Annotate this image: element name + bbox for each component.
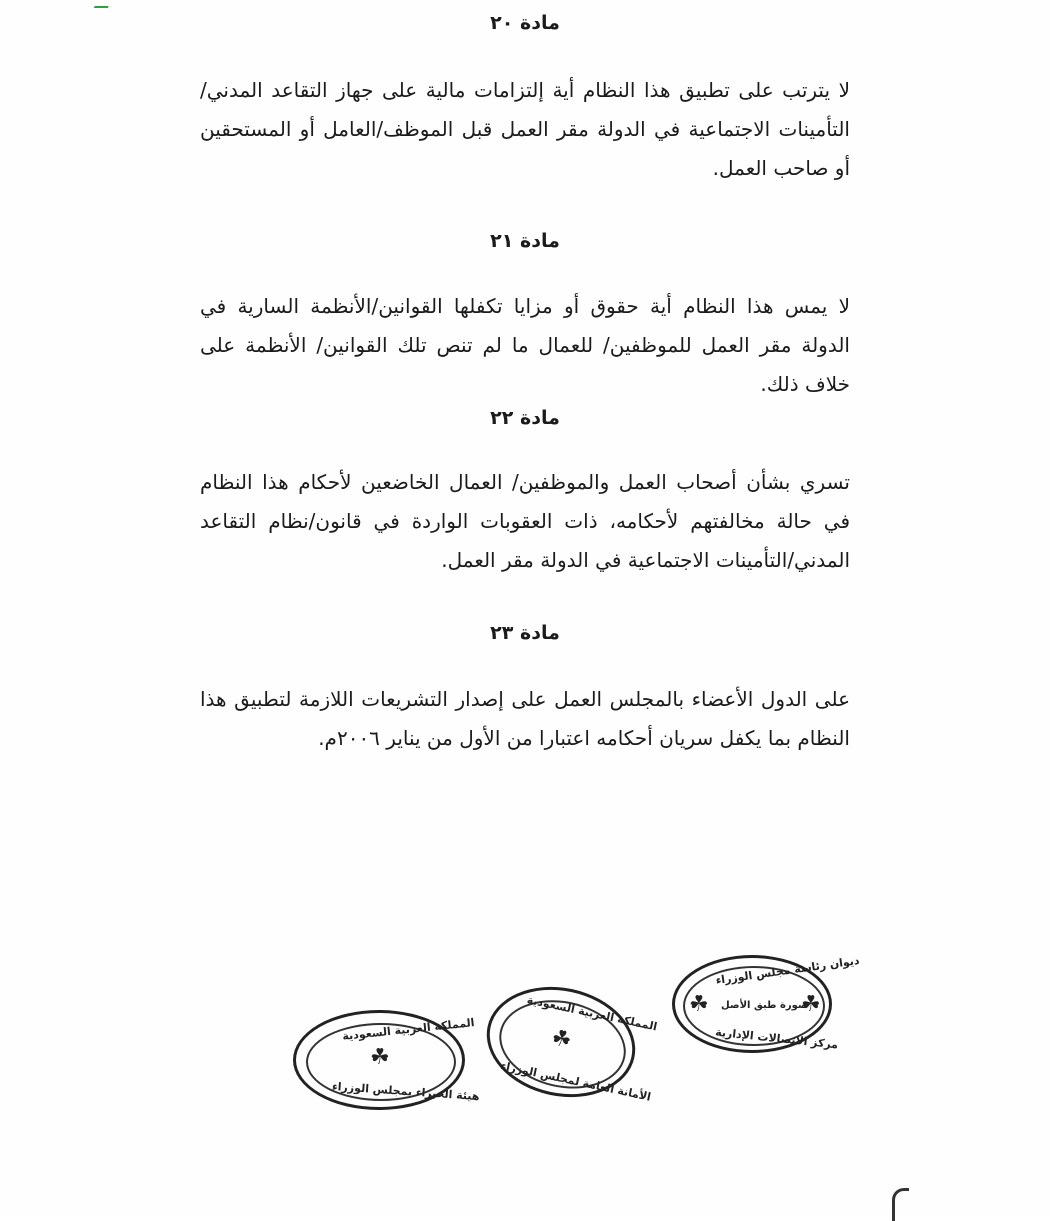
- corner-mark: [94, 0, 113, 8]
- general-secretariat-stamp: المملكة العربية السعودية ☘ الأمانة العامة لمجلس الوزراء: [476, 974, 645, 1111]
- palm-swords-emblem-icon: ☘: [689, 992, 709, 1017]
- article-22-heading: مادة ٢٢: [490, 407, 560, 429]
- palm-swords-emblem-icon: ☘: [549, 1025, 574, 1054]
- article-23-heading: مادة ٢٣: [490, 622, 560, 644]
- article-23-text: على الدول الأعضاء بالمجلس العمل على إصدار التشريعات اللازمة لتطبيق هذا النظام بما يكفل سريان أحكامه اعتبارا من الأول من يناير ٢٠٠٦م.: [200, 687, 850, 750]
- experts-commission-stamp: المملكة العربية السعودية ☘ هيئة الخبراء بمجلس الوزراء: [293, 1010, 465, 1110]
- council-presidency-stamp: ديوان رئاسة مجلس الوزراء ☘ ☘ صورة طبق الأصل مركز الاتصالات الإدارية: [672, 955, 832, 1053]
- article-21-text: لا يمس هذا النظام أية حقوق أو مزايا تكفلها القوانين/الأنظمة السارية في الدولة مقر العمل للموظفين/ للعمال ما لم تنص تلك القوانين/ الأنظمة على خلاف ذلك.: [200, 294, 850, 396]
- palm-swords-emblem-icon: ☘: [801, 992, 821, 1017]
- article-20-heading: مادة ٢٠: [490, 12, 560, 34]
- article-21-heading: مادة ٢١: [490, 230, 560, 252]
- article-22-text: تسري بشأن أصحاب العمل والموظفين/ العمال الخاضعين لأحكام هذا النظام في حالة مخالفتهم لأحكامه، ذات العقوبات الواردة في قانون/نظام التقاعد المدني/التأمينات الاجتماعية في الدولة مقر العمل.: [200, 470, 850, 572]
- page-corner-bracket: [892, 1188, 909, 1221]
- palm-swords-emblem-icon: ☘: [370, 1045, 390, 1070]
- article-20-text: لا يترتب على تطبيق هذا النظام أية إلتزامات مالية على جهاز التقاعد المدني/التأمينات الاجتماعية في الدولة مقر العمل قبل الموظف/العامل أو المستحقين أو صاحب العمل.: [200, 78, 850, 180]
